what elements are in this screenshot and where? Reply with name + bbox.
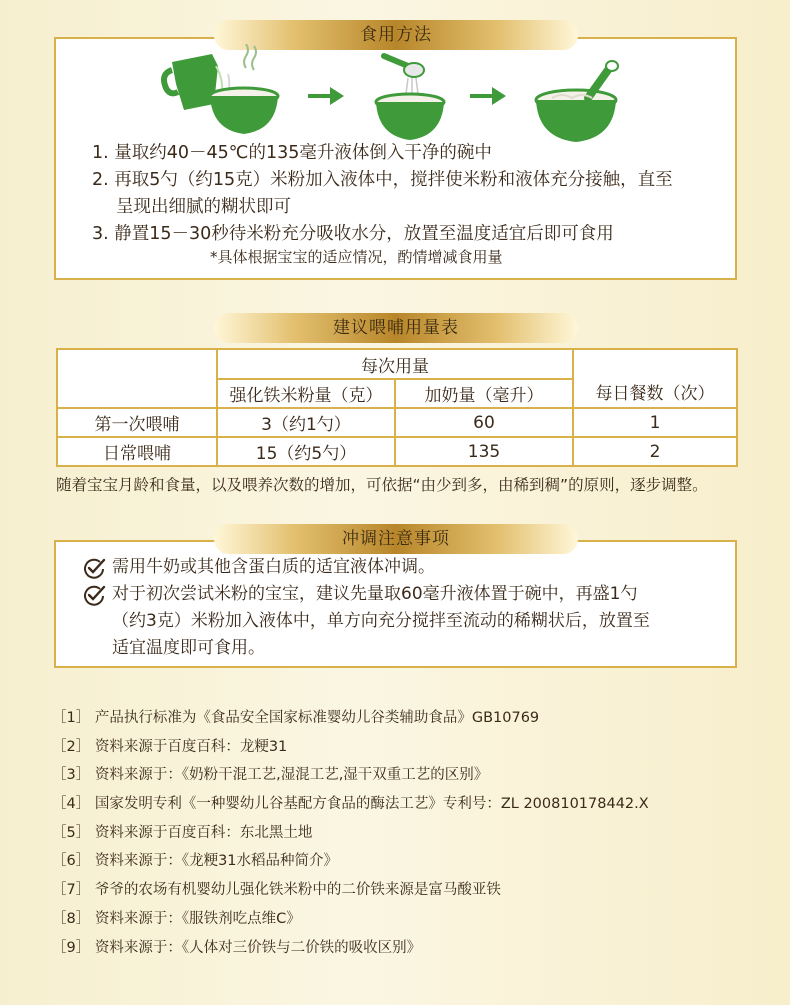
usage-title: 食用方法 — [214, 20, 578, 50]
row-label: 第一次喂哺 — [57, 408, 217, 437]
header-rice: 强化铁米粉量（克） — [217, 379, 395, 408]
row-rice: 15（约5勺） — [217, 437, 395, 466]
usage-note: *具体根据宝宝的适应情况，酌情增减食用量 — [210, 248, 503, 266]
usage-step-3: 3. 静置15－30秒待米粉充分吸收水分，放置至温度适宜后即可食用 — [92, 224, 614, 244]
usage-step-2-cont: 呈现出细腻的糊状即可 — [116, 197, 291, 217]
usage-steps — [92, 140, 673, 248]
reference-item: ［3］ 资料来源于：《奶粉干混工艺,湿混工艺,湿干双重工艺的区别》 — [52, 767, 489, 784]
arrow-right-icon — [308, 87, 344, 105]
header-meals: 每日餐数（次） — [573, 349, 737, 408]
check-circle-icon — [82, 556, 106, 580]
row-meals: 2 — [573, 437, 737, 466]
reference-item: ［8］ 资料来源于：《服铁剂吃点维C》 — [52, 910, 301, 927]
reference-item: ［2］ 资料来源于百度百科：龙粳31 — [52, 738, 288, 755]
note-text: 对于初次尝试米粉的宝宝，建议先量取60毫升液体置于碗中，再盛1勺 — [112, 584, 638, 604]
reference-item: ［1］ 产品执行标准为《食品安全国家标准婴幼儿谷类辅助食品》GB10769 — [52, 710, 540, 726]
check-circle-icon — [82, 583, 106, 607]
spoon-bowl-icon — [536, 61, 618, 142]
note-text: 需用牛奶或其他含蛋白质的适宜液体冲调。 — [112, 557, 435, 577]
scoop-icon — [384, 56, 424, 94]
feeding-table — [56, 348, 738, 467]
notes-list — [82, 554, 650, 662]
reference-item: ［9］ 资料来源于：《人体对三价铁与二价铁的吸收区别》 — [52, 939, 422, 956]
notes-title: 冲调注意事项 — [214, 524, 578, 554]
row-milk: 135 — [395, 437, 573, 466]
reference-item: ［4］ 国家发明专利《一种婴幼儿谷基配方食品的酶法工艺》专利号：ZL 200810178442.X — [52, 796, 649, 813]
row-label: 日常喂哺 — [57, 437, 217, 466]
row-milk: 60 — [395, 408, 573, 437]
reference-item: ［5］ 资料来源于百度百科：东北黑土地 — [52, 824, 313, 841]
row-meals: 1 — [573, 408, 737, 437]
header-group: 每次用量 — [217, 349, 573, 379]
note-text-cont: （约3克）米粉加入液体中，单方向充分搅拌至流动的稀糊状后，放置至 — [112, 611, 650, 631]
usage-step-1: 1. 量取约40－45℃的135毫升液体倒入干净的碗中 — [92, 143, 492, 163]
table-row — [57, 437, 737, 466]
bowl-icon — [210, 88, 278, 134]
usage-step-2: 2. 再取5勺（约15克）米粉加入液体中，搅拌使米粉和液体充分接触，直至 — [92, 170, 673, 190]
usage-illustration — [160, 44, 630, 144]
table-row — [57, 408, 737, 437]
header-milk: 加奶量（毫升） — [395, 379, 573, 408]
list-item — [82, 554, 650, 581]
steam-icon — [244, 44, 256, 70]
feeding-title: 建议喂哺用量表 — [214, 313, 578, 343]
reference-item: ［6］ 资料来源于：《龙粳31水稻品种简介》 — [52, 853, 339, 870]
row-rice: 3（约1勺） — [217, 408, 395, 437]
feeding-tip: 随着宝宝月龄和食量，以及喂养次数的增加，可依据“由少到多，由稀到稠”的原则，逐步调整。 — [56, 476, 708, 494]
arrow-right-icon — [470, 87, 506, 105]
table-corner — [57, 349, 217, 408]
bowl-icon — [376, 94, 444, 140]
note-text-cont: 适宜温度即可食用。 — [112, 638, 265, 658]
reference-item: ［7］ 爷爷的农场有机婴幼儿强化铁米粉中的二价铁来源是富马酸亚铁 — [52, 882, 501, 899]
list-item — [82, 581, 650, 608]
references-list — [52, 704, 649, 962]
